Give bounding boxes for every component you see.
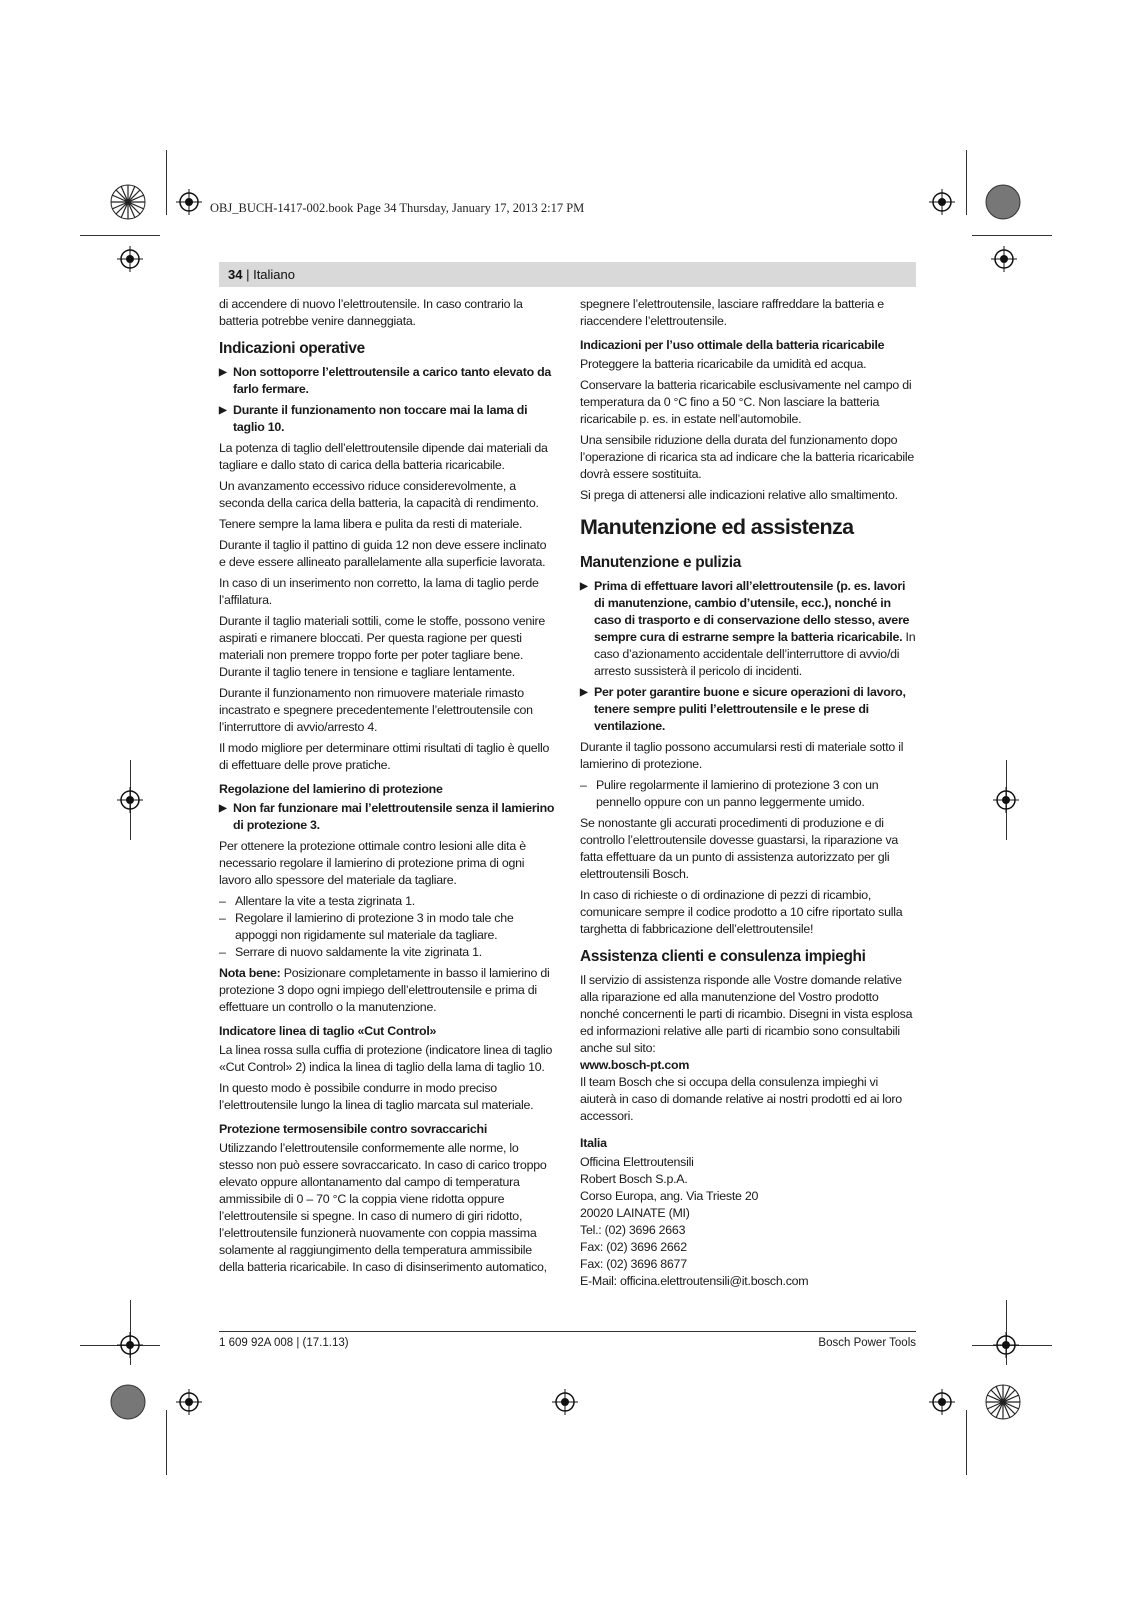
warning-bullet-icon: ▶ xyxy=(219,405,227,416)
note-paragraph xyxy=(219,965,555,1016)
warning-bullet-icon: ▶ xyxy=(580,581,588,592)
address-line: Officina Elettroutensili xyxy=(580,1155,694,1169)
paragraph: Per ottenere la protezione ottimale contro lesioni alle dita è necessario regolare il lamierino di protezione prima di ogni lavoro allo spessore del materiale da tagliare. xyxy=(219,839,526,887)
warning-item: ▶ Non sottoporre l’elettroutensile a carico tanto elevato da farlo fermare. xyxy=(219,365,552,396)
paragraph: Se nonostante gli accurati procedimenti di produzione e di controllo l’elettroutensile dovesse guastarsi, la riparazione va fatta effettuare da un punto di assistenza autorizzato per gli elettroutensili Bosch. xyxy=(580,816,899,881)
section-title: Assistenza clienti e consulenza impieghi xyxy=(580,948,866,965)
paragraph: La linea rossa sulla cuffia di protezione (indicatore linea di taglio «Cut Control» 2) indica la linea di taglio della lama di taglio 10. xyxy=(219,1043,553,1074)
trim-line xyxy=(972,235,1052,236)
paragraph: In caso di un inserimento non corretto, la lama di taglio perde l’affilatura. xyxy=(219,576,539,607)
list-item: – Pulire regolarmente il lamierino di protezione 3 con un pennello oppure con un panno leggermente umido. xyxy=(580,778,879,809)
subsection-title: Indicazioni per l’uso ottimale della batteria ricaricabile xyxy=(580,338,885,352)
paragraph: Durante il taglio il pattino di guida 12 non deve essere inclinato e deve essere allineato parallelamente alla superficie lavorata. xyxy=(219,538,547,569)
paragraph: In caso di richieste o di ordinazione di pezzi di ricambio, comunicare sempre il codice prodotto a 10 cifre riportato sulla targhetta di fabbricazione dell’elettroutensile! xyxy=(580,888,903,936)
address-line: Fax: (02) 3696 2662 xyxy=(580,1240,687,1254)
header-separator: | xyxy=(242,267,254,282)
subsection-title: Indicatore linea di taglio «Cut Control» xyxy=(219,1024,437,1038)
note-label: Nota bene: xyxy=(219,966,281,980)
paragraph: di accendere di nuovo l’elettroutensile. In caso contrario la batteria potrebbe venire danneggiata. xyxy=(219,297,523,328)
footer-left: 1 609 92A 008 | (17.1.13) xyxy=(219,1337,349,1349)
list-item: – Regolare il lamierino di protezione 3 in modo tale che appoggi non rigidamente sul materiale da tagliare. xyxy=(219,911,514,942)
paragraph: Utilizzando l’elettroutensile conformemente alle norme, lo stesso non può essere sovraccaricato. In caso di carico troppo elevato oppure allontanamento dal campo di temperatura ammissibile di 0 – 70 °C la coppia viene ridotta oppure l’elettroutensile si spegne. In caso di numero di giri ridotto, l’elettroutensile funzionerà nuovamente con coppia massima solamente al raggiungimento della temperatura ammissibile della batteria ricaricabile. In caso di disinserimento automatico, xyxy=(219,1141,547,1274)
address-line: Corso Europa, ang. Via Trieste 20 xyxy=(580,1189,759,1203)
trim-line xyxy=(80,235,160,236)
chapter-title: Manutenzione ed assistenza xyxy=(580,515,854,539)
warning-item: ▶ Durante il funzionamento non toccare mai la lama di taglio 10. xyxy=(219,403,528,434)
paragraph: Conservare la batteria ricaricabile esclusivamente nel campo di temperatura da 0 °C fino a 50 °C. Non lasciare la batteria ricaricabile p. es. in estate nell’automobile. xyxy=(580,378,912,426)
paragraph: Durante il taglio possono accumularsi resti di materiale sotto il lamierino di protezione. xyxy=(580,740,904,771)
registration-crosshair-icon xyxy=(929,189,955,215)
address-line: Tel.: (02) 3696 2663 xyxy=(580,1223,686,1237)
service-url-link[interactable]: www.bosch-pt.com xyxy=(580,1058,690,1072)
registration-crosshair-icon xyxy=(993,787,1019,813)
paragraph: In questo modo è possibile condurre in modo preciso l’elettroutensile lungo la linea di taglio marcata sul materiale. xyxy=(219,1081,534,1112)
note-text: Posizionare completamente in basso il lamierino di protezione 3 dopo ogni impiego dell’elettroutensile e prima di effettuare un controllo o la manutenzione. xyxy=(219,966,550,1014)
paragraph: Tenere sempre la lama libera e pulita da resti di materiale. xyxy=(219,517,523,531)
registration-crosshair-icon xyxy=(176,189,202,215)
trim-line xyxy=(166,1410,167,1475)
warning-item: ▶ Non far funzionare mai l’elettroutensile senza il lamierino di protezione 3. xyxy=(219,801,555,832)
list-item: – Serrare di nuovo saldamente la vite zigrinata 1. xyxy=(219,945,482,959)
registration-crosshair-icon xyxy=(117,246,143,272)
paragraph: Una sensibile riduzione della durata del funzionamento dopo l’operazione di ricarica sta ad indicare che la batteria ricaricabile dovrà essere sostituita. xyxy=(580,433,914,481)
paragraph: spegnere l’elettroutensile, lasciare raffreddare la batteria e riaccendere l’elettroutensile. xyxy=(580,297,884,328)
footer-rule xyxy=(219,1331,916,1332)
address-line: Fax: (02) 3696 8677 xyxy=(580,1257,687,1271)
registration-crosshair-icon xyxy=(117,1332,143,1358)
paragraph: La potenza di taglio dell’elettroutensile dipende dai materiali da tagliare e dallo stato di carica della batteria ricaricabile. xyxy=(219,441,548,472)
subsection-title: Regolazione del lamierino di protezione xyxy=(219,782,443,796)
paragraph: Il team Bosch che si occupa della consulenza impieghi vi aiuterà in caso di domande relative ai nostri prodotti ed ai loro accessori. xyxy=(580,1075,902,1123)
registration-crosshair-icon xyxy=(176,1389,202,1415)
registration-crosshair-icon xyxy=(993,1332,1019,1358)
registration-crosshair-icon xyxy=(117,787,143,813)
left-column xyxy=(219,296,555,1280)
trim-line xyxy=(966,1410,967,1475)
registration-crosshair-icon xyxy=(991,246,1017,272)
color-target-icon xyxy=(110,184,146,220)
paragraph: Si prega di attenersi alle indicazioni relative allo smaltimento. xyxy=(580,488,898,502)
paragraph: Il modo migliore per determinare ottimi risultati di taglio è quello di effettuare delle prove pratiche. xyxy=(219,741,550,772)
email-line[interactable]: E-Mail: officina.elettroutensili@it.bosch.com xyxy=(580,1274,809,1288)
trim-line xyxy=(166,150,167,215)
warning-item: ▶ Prima di effettuare lavori all’elettroutensile (p. es. lavori di manutenzione, cambio d’utensile, ecc.), nonché in caso di trasporto e di conservazione dello stesso, avere sempre cura di estrarne sempre la batteria ricaricabile. In caso d’azionamento accidentale dell’interruttore di avvio/di arresto sussisterà il pericolo di incidenti. xyxy=(580,579,916,678)
color-target-icon xyxy=(110,1384,146,1420)
warning-bullet-icon: ▶ xyxy=(580,687,588,698)
color-target-icon xyxy=(985,184,1021,220)
trim-line xyxy=(966,150,967,215)
paragraph: Durante il taglio materiali sottili, come le stoffe, possono venire aspirati e rimanere bloccati. Per questa ragione per questi materiali non premere troppo forte per poter tagliare bene. Durante il taglio tenere in tensione e tagliare lentamente. xyxy=(219,614,545,679)
address-line: 20020 LAINATE (MI) xyxy=(580,1206,690,1220)
paragraph: Proteggere la batteria ricaricabile da umidità ed acqua. xyxy=(580,357,867,371)
warning-item: ▶ Per poter garantire buone e sicure operazioni di lavoro, tenere sempre puliti l’elettroutensile e le prese di ventilazione. xyxy=(580,685,906,733)
book-info: OBJ_BUCH-1417-002.book Page 34 Thursday, January 17, 2013 2:17 PM xyxy=(210,201,585,215)
color-target-icon xyxy=(985,1384,1021,1420)
page-number: 34 xyxy=(228,267,243,282)
list-item: – Allentare la vite a testa zigrinata 1. xyxy=(219,894,415,908)
header-language: Italiano xyxy=(253,267,295,282)
footer-right: Bosch Power Tools xyxy=(818,1337,916,1349)
paragraph: Un avanzamento eccessivo riduce considerevolmente, a seconda della carica della batteria, la capacità di rendimento. xyxy=(219,479,539,510)
subsection-title: Protezione termosensibile contro sovraccarichi xyxy=(219,1122,488,1136)
registration-crosshair-icon xyxy=(929,1389,955,1415)
paragraph: Durante il funzionamento non rimuovere materiale rimasto incastrato e spegnere precedentemente l’elettroutensile con l’interruttore di avvio/arresto 4. xyxy=(219,686,533,734)
country-title: Italia xyxy=(580,1136,607,1150)
page-header xyxy=(219,262,916,287)
section-title: Manutenzione e pulizia xyxy=(580,554,741,571)
address-line: Robert Bosch S.p.A. xyxy=(580,1172,688,1186)
registration-crosshair-icon xyxy=(552,1389,578,1415)
paragraph: Il servizio di assistenza risponde alle Vostre domande relative alla riparazione ed alla manutenzione del Vostro prodotto nonché concernenti le parti di ricambio. Disegni in vista esplosa ed informazioni relative alle parti di ricambio sono consultabili anche sul sito: xyxy=(580,973,913,1055)
right-column xyxy=(580,296,916,1290)
warning-bullet-icon: ▶ xyxy=(219,803,227,814)
warning-bullet-icon: ▶ xyxy=(219,367,227,378)
section-title: Indicazioni operative xyxy=(219,340,365,357)
header-text xyxy=(228,267,295,282)
address-block xyxy=(580,1154,916,1290)
